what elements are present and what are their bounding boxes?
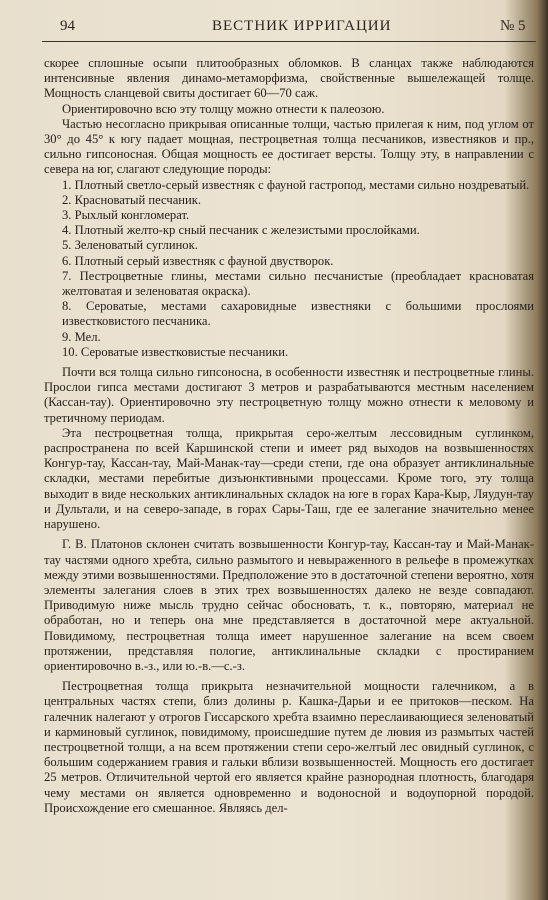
paragraph: Пестроцветная толща прикрыта незначительной мощности галечником, а в центральных частях степи, близ долины р. Кашка-Дарьи и ее притоков—песком. На галечник налегают у отрогов Гиссарского хребта взаимно переслаивающиеся зеленоватый и карминовый суглинок, повидимому, происшедшие путем де лювия из размытых частей пестроцветной толщи, а на всем протяжении степи серо-желтый лес овидный суглинок, с большим содержанием гравия и гальки вблизи возвышенностей. Мощность его достигает 25 метров. Отличительной чертой его является крайне разнородная плотность, благодаря чему местами он является одновременно и водоносной и водоупорной породой. Происхождение его смешанное. Являясь дел-: [44, 679, 534, 815]
list-item: 4. Плотный желто-кр сный песчаник с железистыми прослойками.: [62, 223, 420, 238]
paragraph: Почти вся толща сильно гипсоносна, в особенности известняк и пестроцветные глины. Прослои гипса местами достигают 3 метров и разрабатываются местным населением (Кассан-тау). Ориентировочно эту пестроцветную толщу можно отнести к меловому и третичному периодам.: [44, 365, 534, 425]
page-header: [0, 18, 548, 40]
paragraph: Эта пестроцветная толща, прикрытая серо-желтым лессовидным суглинком, распространена по всей Каршинской степи и имеет ряд выходов на возвышенностях Конгур-тау, Кассан-тау, Май-Манак-тау—среди степи, где она образует антиклинальные складки, местами перебитые дизъюнктивными процессами. Кроме того, эту толща выходит в виде нескольких антиклинальных складок на юге в горах Кара-Кыр, Ляудун-тау и Дультали, и на северо-западе, в горах Сары-Таш, где ее залегание значительно менее нарушено.: [44, 425, 534, 532]
list-item: 5. Зеленоватый суглинок.: [62, 238, 198, 253]
article-body: [44, 56, 534, 816]
list-item: 2. Красноватый песчаник.: [62, 192, 202, 207]
rock-layer-list: [44, 178, 534, 360]
header-rule: [42, 41, 536, 42]
list-item: 10. Сероватые известковистые песчаники.: [62, 344, 289, 359]
list-item: 1. Плотный светло-серый известняк с фауной гастропод, местами сильно ноздреватый.: [62, 177, 530, 192]
issue-number: № 5: [500, 18, 526, 34]
list-item: 3. Рыхлый конгломерат.: [62, 208, 190, 223]
paragraph: Ориентировочно всю эту толщу можно отнести к палеозою.: [62, 101, 385, 116]
paragraph: Частью несогласно прикрывая описанные толщи, частью прилегая к ним, под углом от 30° до 45° к югу падает мощная, пестроцветная толща песчаников, известняков и пр., сильно гипсоносная. Общая мощность ее достигает версты. Толщу эту, в направлении с севера на юг, слагают следующие породы:: [44, 116, 534, 177]
paragraph: скорее сплошные осыпи плитообразных обломков. В сланцах также наблюдаются интенсивные явления динамо-метаморфизма, свойственные вышележащей толще. Мощность сланцевой свиты достигает 60—70 саж.: [44, 56, 534, 101]
journal-title: ВЕСТНИК ИРРИГАЦИИ: [212, 18, 392, 34]
list-item: 9. Мел.: [62, 329, 101, 344]
list-item: 7. Пестроцветные глины, местами сильно песчанистые (преобладает красноватая желтоватая и зеленоватая окраска).: [62, 268, 534, 299]
paragraph: Г. В. Платонов склонен считать возвышенности Конгур-тау, Кассан-тау и Май-Манак-тау частями одного хребта, сильно размытого и невыраженного в рельефе в промежутках между этими возвышенностями. Предположение это в достаточной степени вероятно, хотя элементы залегания слоев в этих трех возвышенностях далеко не везде совпадают. Приводимую ниже мысль трудно сейчас обосновать, т. к., повторяю, материал не обработан, но и теперь она мне представляется в достаточной мере актуальной. Повидимому, пестроцветная толща имеет нарушенное залегание на всем своем протяжении, представляя пологие, антиклинальные складки с простиранием ориентировочно в.-з., или ю.-в.—с.-з.: [44, 537, 534, 673]
page-number: 94: [60, 18, 75, 34]
list-item: 8. Сероватые, местами сахаровидные известняки с большими прослоями известковистого песчаника.: [62, 299, 534, 329]
list-item: 6. Плотный серый известняк с фауной двустворок.: [62, 253, 334, 268]
